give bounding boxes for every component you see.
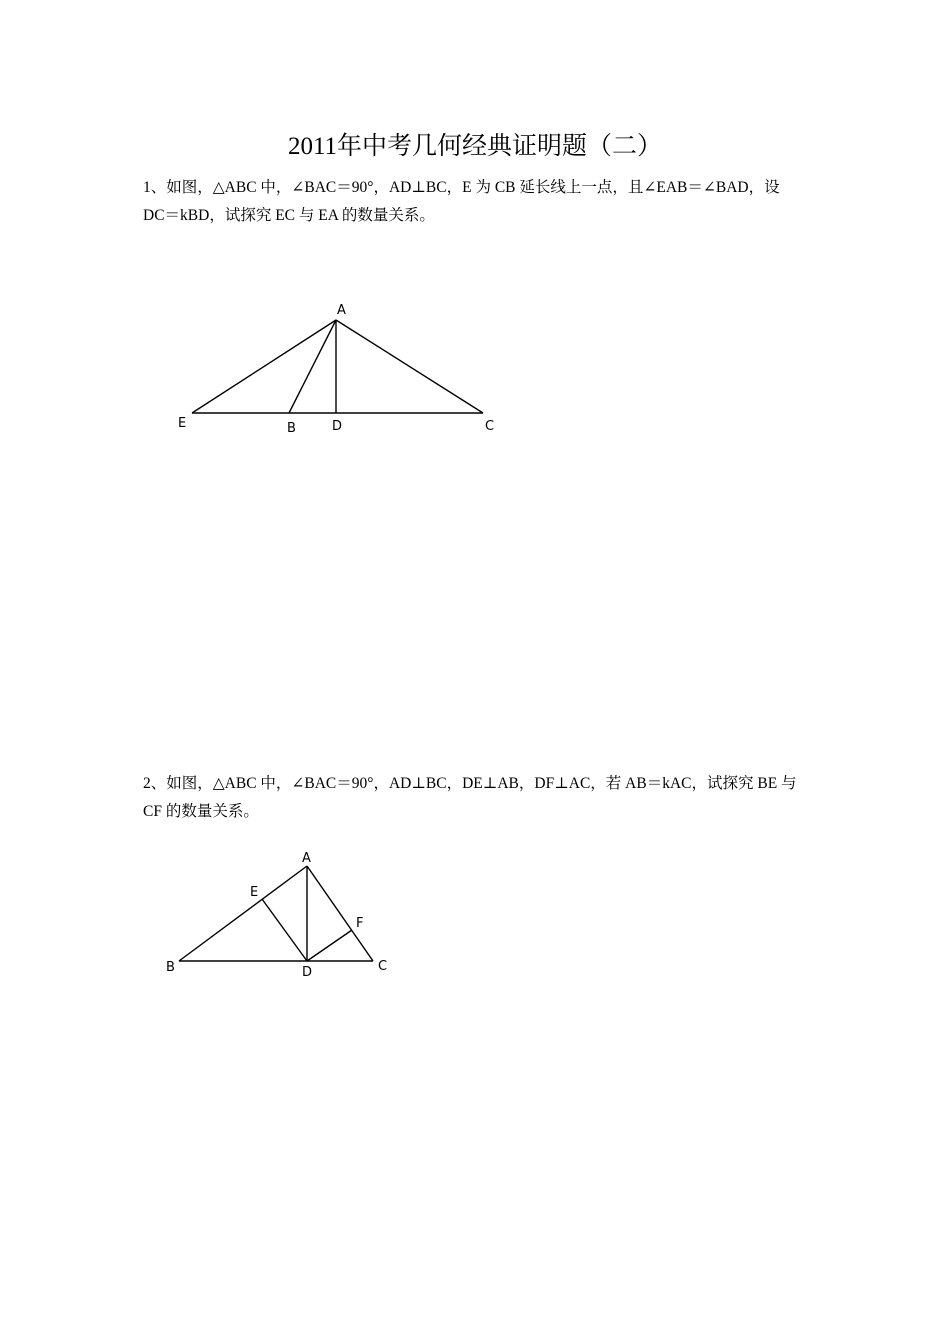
- segment-AE: [192, 320, 336, 413]
- label-D: D: [332, 419, 343, 434]
- problem-2-line-1: 2、如图，△ABC 中，∠BAC＝90°，AD⊥BC，DE⊥AB，DF⊥AC，若 AB＝kAC，试探究 BE 与: [143, 775, 797, 792]
- label-C: C: [485, 419, 495, 434]
- label-B: B: [287, 421, 296, 436]
- segment-DF: [307, 930, 352, 961]
- problem-1-line-2: DC＝kBD，试探究 EC 与 EA 的数量关系。: [143, 207, 435, 224]
- segment-AC: [336, 320, 483, 413]
- label-C: C: [378, 959, 388, 974]
- label-D: D: [302, 965, 313, 980]
- segment-AB: [179, 866, 307, 961]
- label-B: B: [166, 960, 175, 975]
- label-E: E: [250, 885, 259, 900]
- label-A: A: [337, 303, 346, 318]
- figure-2: [166, 851, 387, 980]
- segment-AC: [307, 866, 373, 961]
- problem-1-line-1: 1、如图，△ABC 中，∠BAC＝90°，AD⊥BC，E 为 CB 延长线上一点，且∠EAB＝∠BAD，设: [143, 179, 780, 196]
- figure-1: [178, 303, 494, 436]
- segment-DE: [262, 899, 307, 961]
- label-A: A: [302, 851, 311, 866]
- label-E: E: [178, 416, 187, 431]
- label-F: F: [356, 916, 364, 931]
- page-title: 2011年中考几何经典证明题（二）: [287, 133, 663, 160]
- problem-2-line-2: CF 的数量关系。: [143, 803, 259, 820]
- segment-AB: [289, 320, 336, 413]
